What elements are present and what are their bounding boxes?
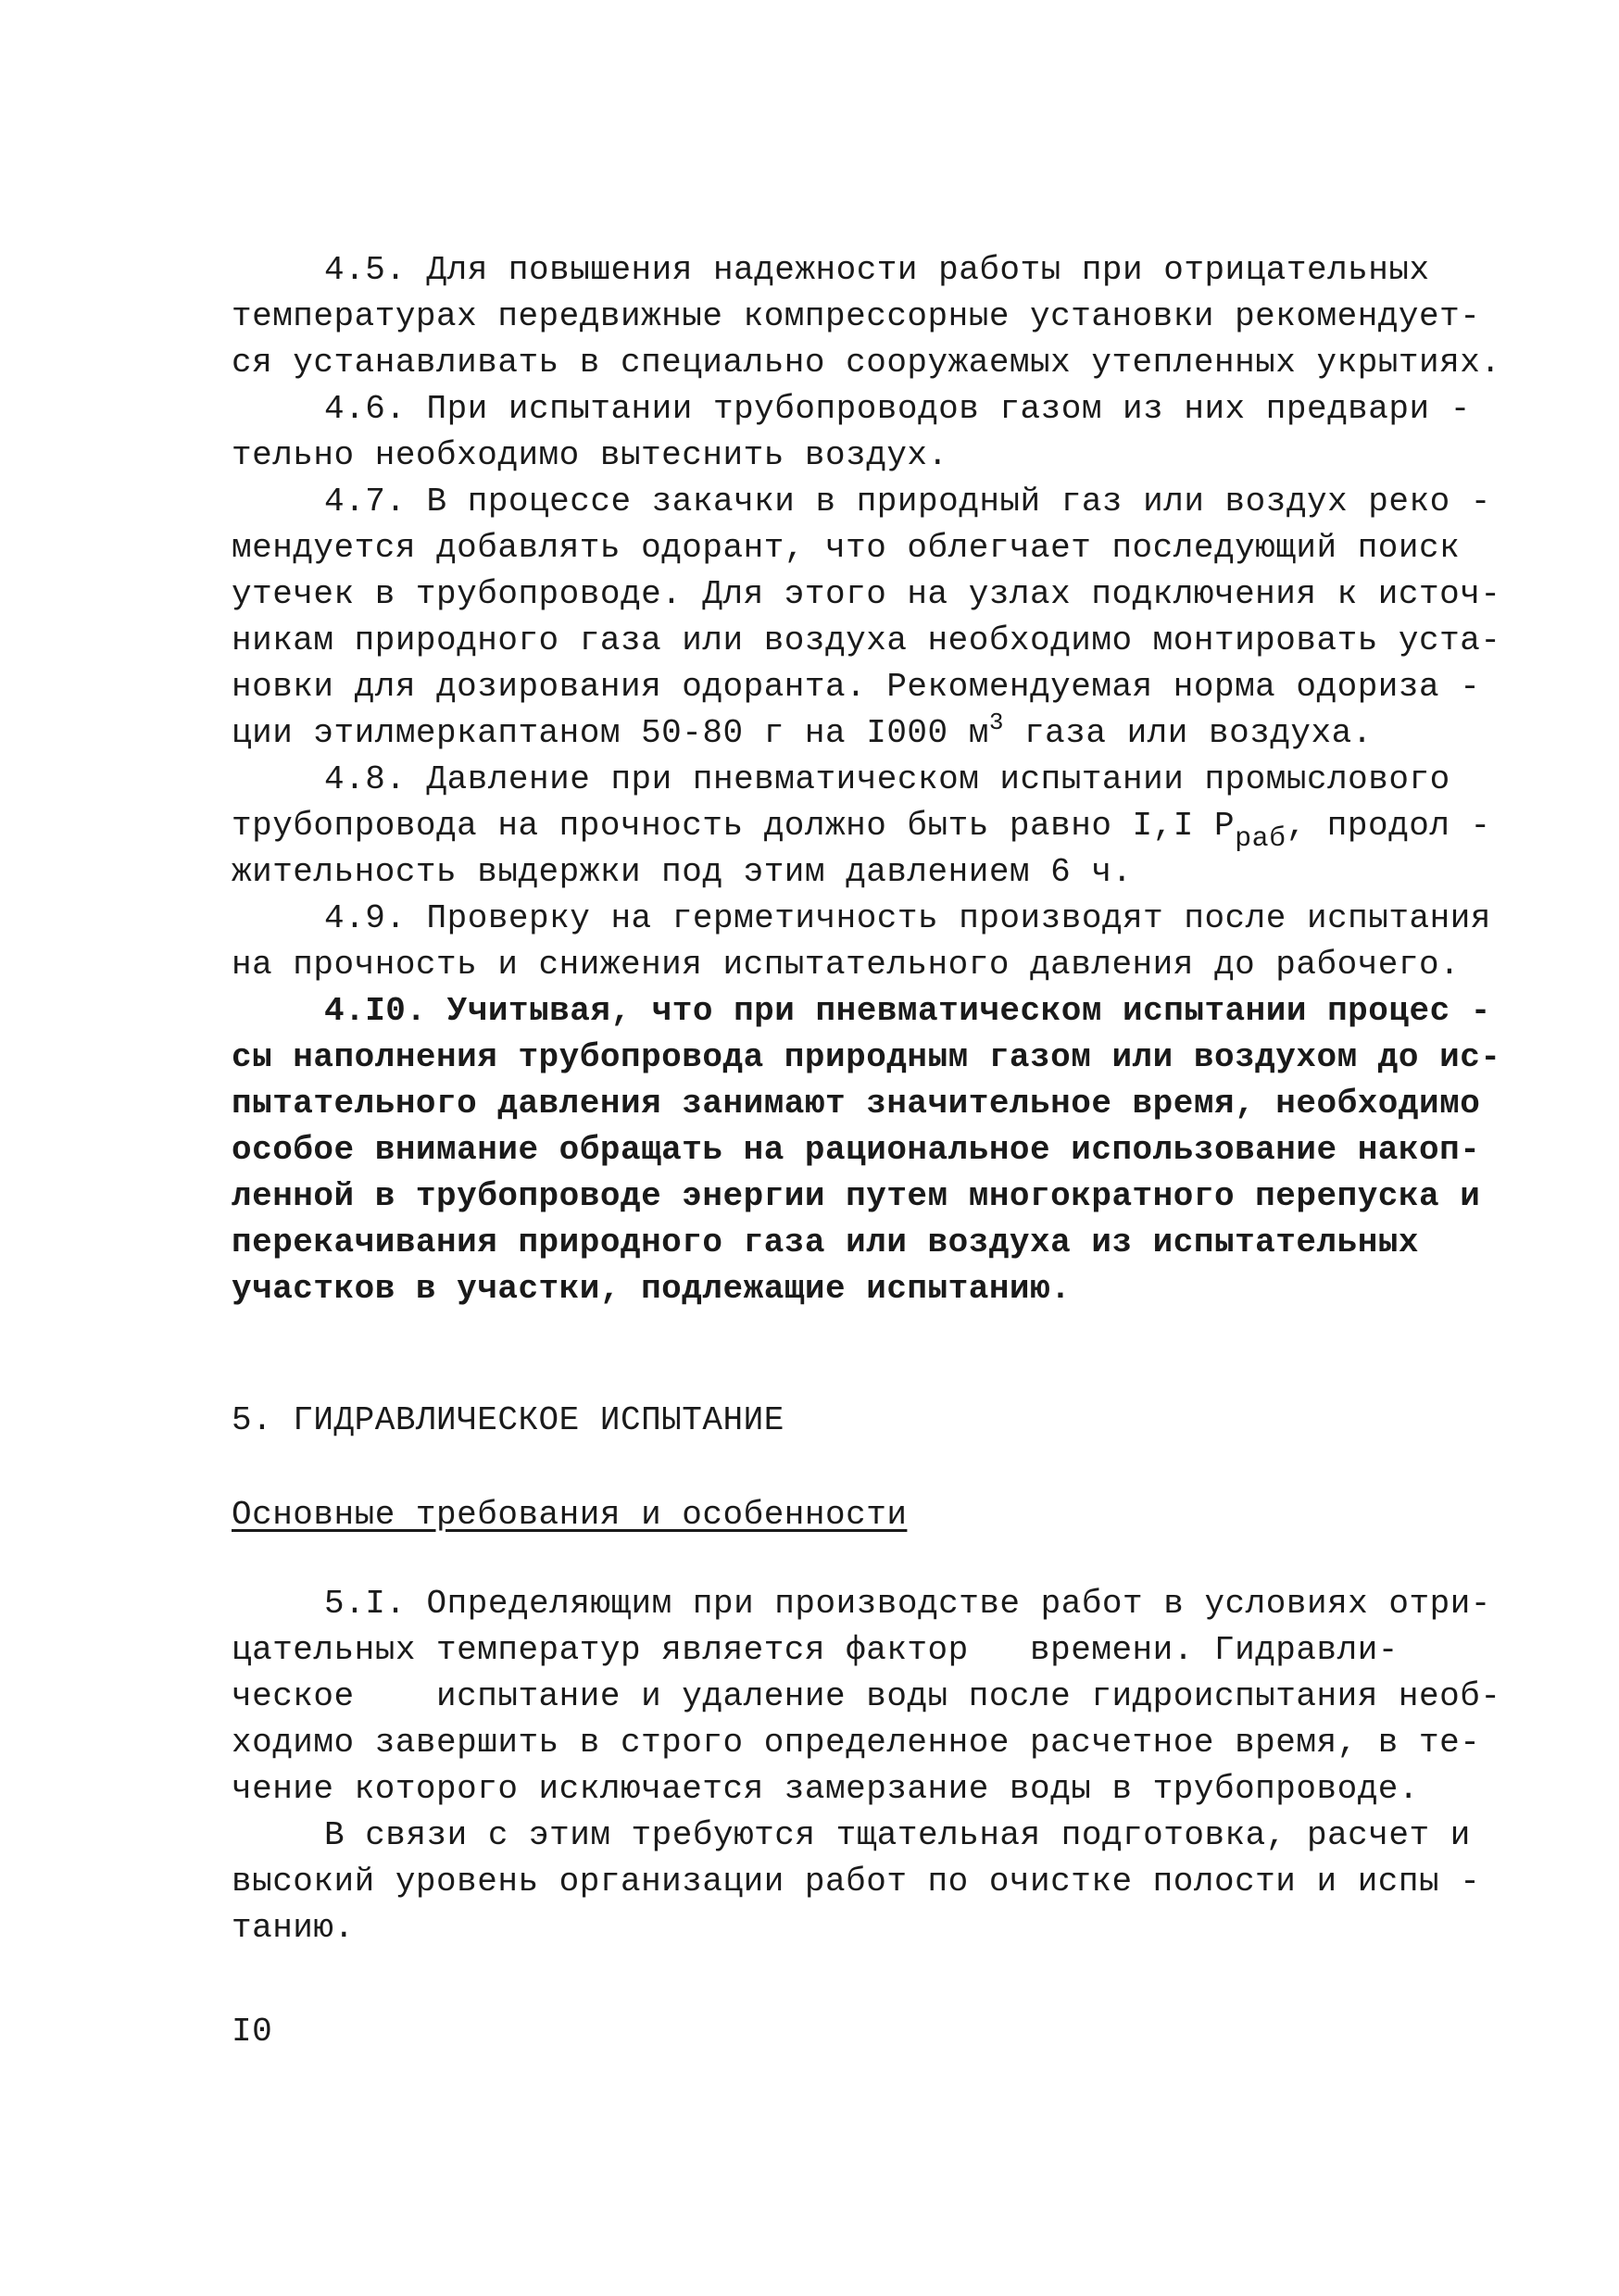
cubic-superscript: 3 xyxy=(988,709,1004,736)
paragraph-4-10-line-1: 4.I0. Учитывая, что при пневматическом испытании процес - xyxy=(324,992,1491,1030)
paragraph-4-8-line-1: 4.8. Давление при пневматическом испытании промыслового xyxy=(324,760,1450,798)
paragraph-4-9-line-1: 4.9. Проверку на герметичность производят после испытания xyxy=(324,899,1491,937)
paragraph-4-8-line-2-tail: , продол - xyxy=(1286,807,1491,845)
section-heading: 5. ГИДРАВЛИЧЕСКОЕ ИСПЫТАНИЕ xyxy=(232,1401,784,1439)
paragraph-4-7-line-5: новки для дозирования одоранта. Рекомендуемая норма одориза - xyxy=(232,668,1481,706)
paragraph-4-10-line-3: пытательного давления занимают значительное время, необходимо xyxy=(232,1085,1481,1123)
paragraph-4-7-line-6 xyxy=(232,711,1373,758)
paragraph-4-10-line-4: особое внимание обращать на рациональное использование накоп- xyxy=(232,1131,1481,1169)
paragraph-5-1-line-3: ческое испытание и удаление воды после гидроиспытания необ- xyxy=(232,1677,1501,1715)
paragraph-4-10-line-5: ленной в трубопроводе энергии путем многократного перепуска и xyxy=(232,1177,1481,1215)
paragraph-4-5-line-1: 4.5. Для повышения надежности работы при отрицательных xyxy=(324,251,1430,289)
p-work-subscript: раб xyxy=(1235,823,1286,855)
paragraph-4-7-line-4: никам природного газа или воздуха необходимо монтировать уста- xyxy=(232,621,1501,659)
paragraph-5-2-line-1: В связи с этим требуются тщательная подготовка, расчет и xyxy=(324,1816,1471,1854)
paragraph-4-8-line-2-text: трубопровода на прочность должно быть равно I,I P xyxy=(232,807,1236,845)
paragraph-4-8-line-2 xyxy=(232,804,1491,855)
paragraph-4-10-line-7: участков в участки, подлежащие испытанию. xyxy=(232,1270,1072,1308)
paragraph-4-7-line-2: мендуется добавлять одорант, что облегчает последующий поиск xyxy=(232,529,1461,567)
paragraph-5-2-line-3: танию. xyxy=(232,1909,355,1947)
paragraph-4-6-line-1: 4.6. При испытании трубопроводов газом из них предвари - xyxy=(324,390,1471,428)
paragraph-4-9-line-2: на прочность и снижения испытательного давления до рабочего. xyxy=(232,946,1461,984)
paragraph-4-5-line-3: ся устанавливать в специально сооружаемых утепленных укрытиях. xyxy=(232,344,1501,382)
paragraph-4-7-line-3: утечек в трубопроводе. Для этого на узлах подключения к источ- xyxy=(232,575,1501,613)
paragraph-5-1-line-4: ходимо завершить в строго определенное расчетное время, в те- xyxy=(232,1724,1481,1762)
paragraph-5-1-line-2: цательных температур является фактор времени. Гидравли- xyxy=(232,1631,1399,1669)
paragraph-5-1-line-5: чение которого исключается замерзание воды в трубопроводе. xyxy=(232,1770,1420,1808)
paragraph-4-10-line-6: перекачивания природного газа или воздуха из испытательных xyxy=(232,1223,1420,1261)
paragraph-4-5-line-2: температурах передвижные компрессорные установки рекомендует- xyxy=(232,297,1481,335)
paragraph-4-7-line-6-tail: газа или воздуха. xyxy=(1003,714,1373,752)
paragraph-4-10-line-2: сы наполнения трубопровода природным газом или воздухом до ис- xyxy=(232,1038,1501,1076)
paragraph-4-7-line-1: 4.7. В процессе закачки в природный газ или воздух реко - xyxy=(324,483,1491,521)
page-number: I0 xyxy=(232,2013,273,2051)
paragraph-4-8-line-3: жительность выдержки под этим давлением 6 ч. xyxy=(232,853,1133,891)
section-subheading: Основные требования и особенности xyxy=(232,1496,908,1534)
paragraph-4-6-line-2: тельно необходимо вытеснить воздух. xyxy=(232,436,948,474)
paragraph-4-7-line-6-text: ции этилмеркаптаном 50-80 г на I000 м xyxy=(232,714,989,752)
paragraph-5-1-line-1: 5.I. Определяющим при производстве работ в условиях отри- xyxy=(324,1585,1491,1623)
paragraph-5-2-line-2: высокий уровень организации работ по очистке полости и испы - xyxy=(232,1863,1481,1901)
